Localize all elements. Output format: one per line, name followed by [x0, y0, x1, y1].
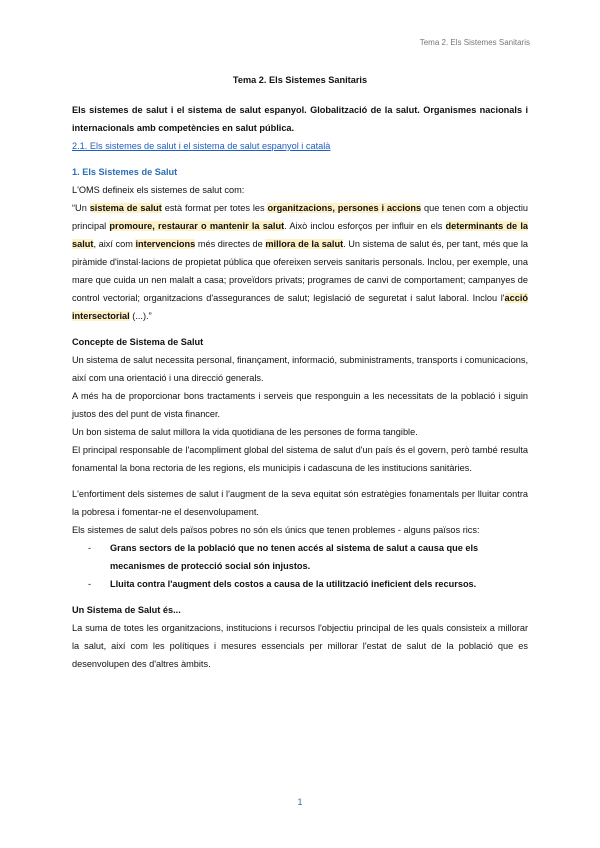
concept-paragraph: Els sistemes de salut dels països pobres no són els únics que tenen problemes - alguns països rics:: [72, 525, 480, 535]
section-heading-sistemes: 1. Els Sistemes de Salut: [72, 167, 178, 177]
document-body: [72, 71, 528, 673]
concept-paragraph: El principal responsable de l'acompliment global del sistema de salut d'un país és el govern, però també resulta fonamental la bona rectoria de les regions, els municipis i cadascuna de les institucions sanitàries.: [72, 445, 528, 473]
document-title: Tema 2. Els Sistemes Sanitaris: [232, 75, 368, 85]
concept-paragraph: A més ha de proporcionar bons tractaments i serveis que responguin a les necessitats de la població i siguin justos des del punt de vista financer.: [72, 391, 528, 419]
concept-heading: Concepte de Sistema de Salut: [72, 337, 204, 347]
concept-paragraph: L'enfortiment dels sistemes de salut i l'augment de la seva equitat són estratègies fonamentals per lluitar contra la pobresa i fomentar-ne el desenvolupament.: [72, 489, 528, 517]
definition-paragraph: La suma de totes les organitzacions, institucions i recursos l'objectiu principal de les quals consisteix a millorar la salut, així com les polítiques i mesures essencials per millorar l'estat de salut de la població que es desenvolupen des d'altres àmbits.: [72, 623, 528, 669]
list-item: - Lluita contra l'augment dels costos a causa de la utilització ineficient dels recursos.: [88, 579, 477, 589]
section-link[interactable]: 2.1. Els sistemes de salut i el sistema de salut espanyol i català: [72, 141, 331, 151]
running-header: Tema 2. Els Sistemes Sanitaris: [419, 38, 530, 47]
concept-paragraph: Un bon sistema de salut millora la vida quotidiana de les persones de forma tangible.: [72, 427, 418, 437]
concept-paragraph: Un sistema de salut necessita personal, finançament, informació, subministraments, transports i comunicacions, així com una orientació i una direcció generals.: [72, 355, 529, 383]
definition-heading: Un Sistema de Salut és...: [72, 605, 181, 615]
problem-list: [72, 539, 528, 593]
page-number: 1: [297, 797, 303, 807]
oms-lead: L'OMS defineix els sistemes de salut com:: [72, 185, 245, 195]
list-item: - Grans sectors de la població que no tenen accés al sistema de salut a causa que els mecanismes de protecció social són injustos.: [88, 543, 479, 571]
intro-paragraph: Els sistemes de salut i el sistema de salut espanyol. Globalització de la salut. Organismes nacionals i internacionals amb competències en salut pública.: [72, 105, 528, 133]
oms-quote: “Un sistema de salut està format per totes les organitzacions, persones i accions que tenen com a objectiu principal promoure, restaurar o mantenir la salut. Això inclou esforços per influir en els determinants de la salut, així com intervencions més directes de millora de la salut. Un sistema de salut és, per tant, més que la piràmide d'instal·lacions de propietat pública que ofereixen serveis sanitaris personals. Inclou, per exemple, una mare que cuida un nen malalt a casa; proveïdors privats; programes de canvi de comportament; campanyes de control vectorial; organitzacions d'assegurances de salut; legislació de seguretat i salut laboral. Inclou l'acció intersectorial (...).”: [72, 203, 528, 321]
